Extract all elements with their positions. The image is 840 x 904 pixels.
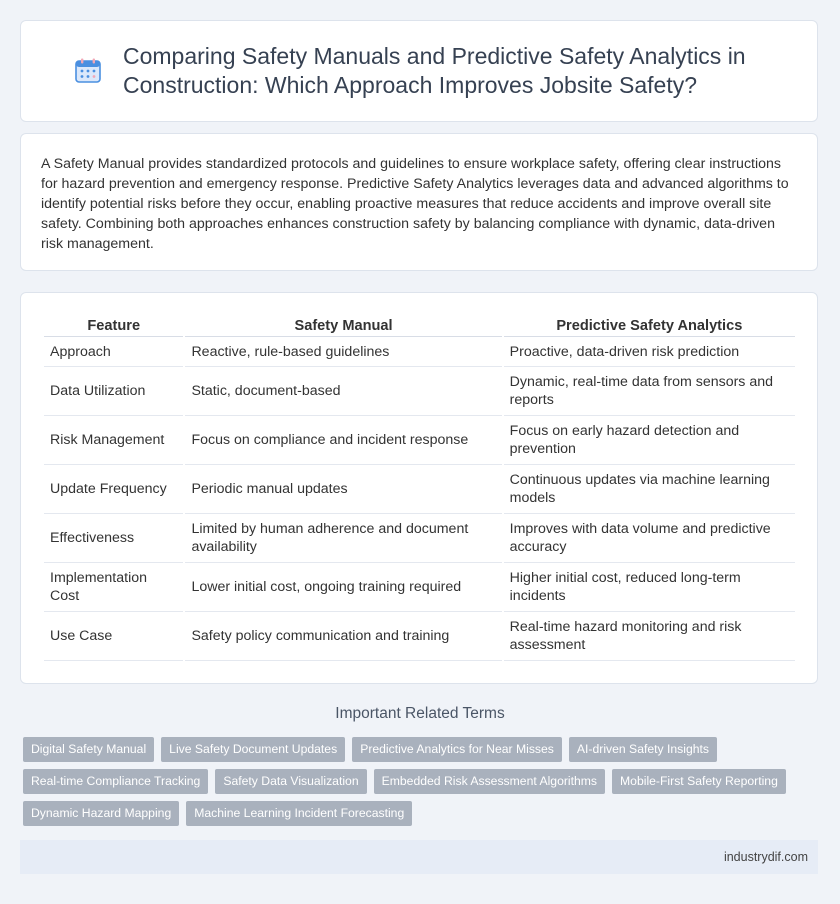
safety-manual-cell: Periodic manual updates [185,465,501,514]
header-predictive-analytics: Predictive Safety Analytics [504,315,795,337]
feature-cell: Update Frequency [44,465,183,514]
tag-row [23,769,818,794]
table-row [44,416,795,465]
feature-cell: Risk Management [44,416,183,465]
safety-manual-cell: Lower initial cost, ongoing training required [185,563,501,612]
safety-manual-cell: Limited by human adherence and document availability [185,514,501,563]
tag-live-safety-document-updates[interactable]: Live Safety Document Updates [161,737,345,762]
header-feature: Feature [44,315,183,337]
tag-ai-driven-safety-insights[interactable]: AI-driven Safety Insights [569,737,717,762]
feature-cell: Implementation Cost [44,563,183,612]
tag-row [23,737,818,762]
feature-cell: Use Case [44,612,183,661]
feature-cell: Approach [44,337,183,367]
header-card [20,20,818,122]
tag-mobile-first-safety-reporting[interactable]: Mobile-First Safety Reporting [612,769,786,794]
table-row [44,337,795,367]
tag-embedded-risk-assessment-algorithms[interactable]: Embedded Risk Assessment Algorithms [374,769,605,794]
feature-cell: Data Utilization [44,367,183,416]
table-header-row [44,315,795,337]
calendar-icon [75,58,101,84]
safety-manual-cell: Reactive, rule-based guidelines [185,337,501,367]
tag-machine-learning-incident-forecasting[interactable]: Machine Learning Incident Forecasting [186,801,412,826]
table-row [44,514,795,563]
intro-paragraph: A Safety Manual provides standardized protocols and guidelines to ensure workplace safety, offering clear instructions for hazard prevention and emergency response. Predictive Safety Analytics leverages data and advanced algorithms to identify potential risks before they occur, enabling proactive measures that reduce accidents and improve overall site safety. Combining both approaches enhances construction safety by balancing compliance with dynamic, data-driven risk management. [41,156,789,252]
feature-cell: Effectiveness [44,514,183,563]
intro-card [20,133,818,271]
page-title: Comparing Safety Manuals and Predictive Safety Analytics in Construction: Which Approach Improves Jobsite Safety? [123,43,746,98]
safety-manual-cell: Static, document-based [185,367,501,416]
table-row [44,367,795,416]
table-row [44,563,795,612]
safety-manual-cell: Focus on compliance and incident response [185,416,501,465]
tag-row [23,801,818,826]
related-terms-title: Important Related Terms [335,705,505,722]
tag-real-time-compliance-tracking[interactable]: Real-time Compliance Tracking [23,769,208,794]
table-row [44,612,795,661]
predictive-analytics-cell: Real-time hazard monitoring and risk assessment [504,612,795,661]
comparison-table [42,315,797,661]
related-terms-tags [23,737,818,833]
predictive-analytics-cell: Higher initial cost, reduced long-term incidents [504,563,795,612]
tag-safety-data-visualization[interactable]: Safety Data Visualization [215,769,366,794]
predictive-analytics-cell: Continuous updates via machine learning models [504,465,795,514]
safety-manual-cell: Safety policy communication and training [185,612,501,661]
table-row [44,465,795,514]
header-safety-manual: Safety Manual [185,315,501,337]
predictive-analytics-cell: Focus on early hazard detection and prevention [504,416,795,465]
tag-digital-safety-manual[interactable]: Digital Safety Manual [23,737,154,762]
predictive-analytics-cell: Dynamic, real-time data from sensors and reports [504,367,795,416]
comparison-card [20,292,818,684]
footer-site-link[interactable]: industrydif.com [723,850,808,864]
predictive-analytics-cell: Proactive, data-driven risk prediction [504,337,795,367]
predictive-analytics-cell: Improves with data volume and predictive accuracy [504,514,795,563]
tag-dynamic-hazard-mapping[interactable]: Dynamic Hazard Mapping [23,801,179,826]
footer [20,840,818,874]
tag-predictive-analytics-near-misses[interactable]: Predictive Analytics for Near Misses [352,737,562,762]
